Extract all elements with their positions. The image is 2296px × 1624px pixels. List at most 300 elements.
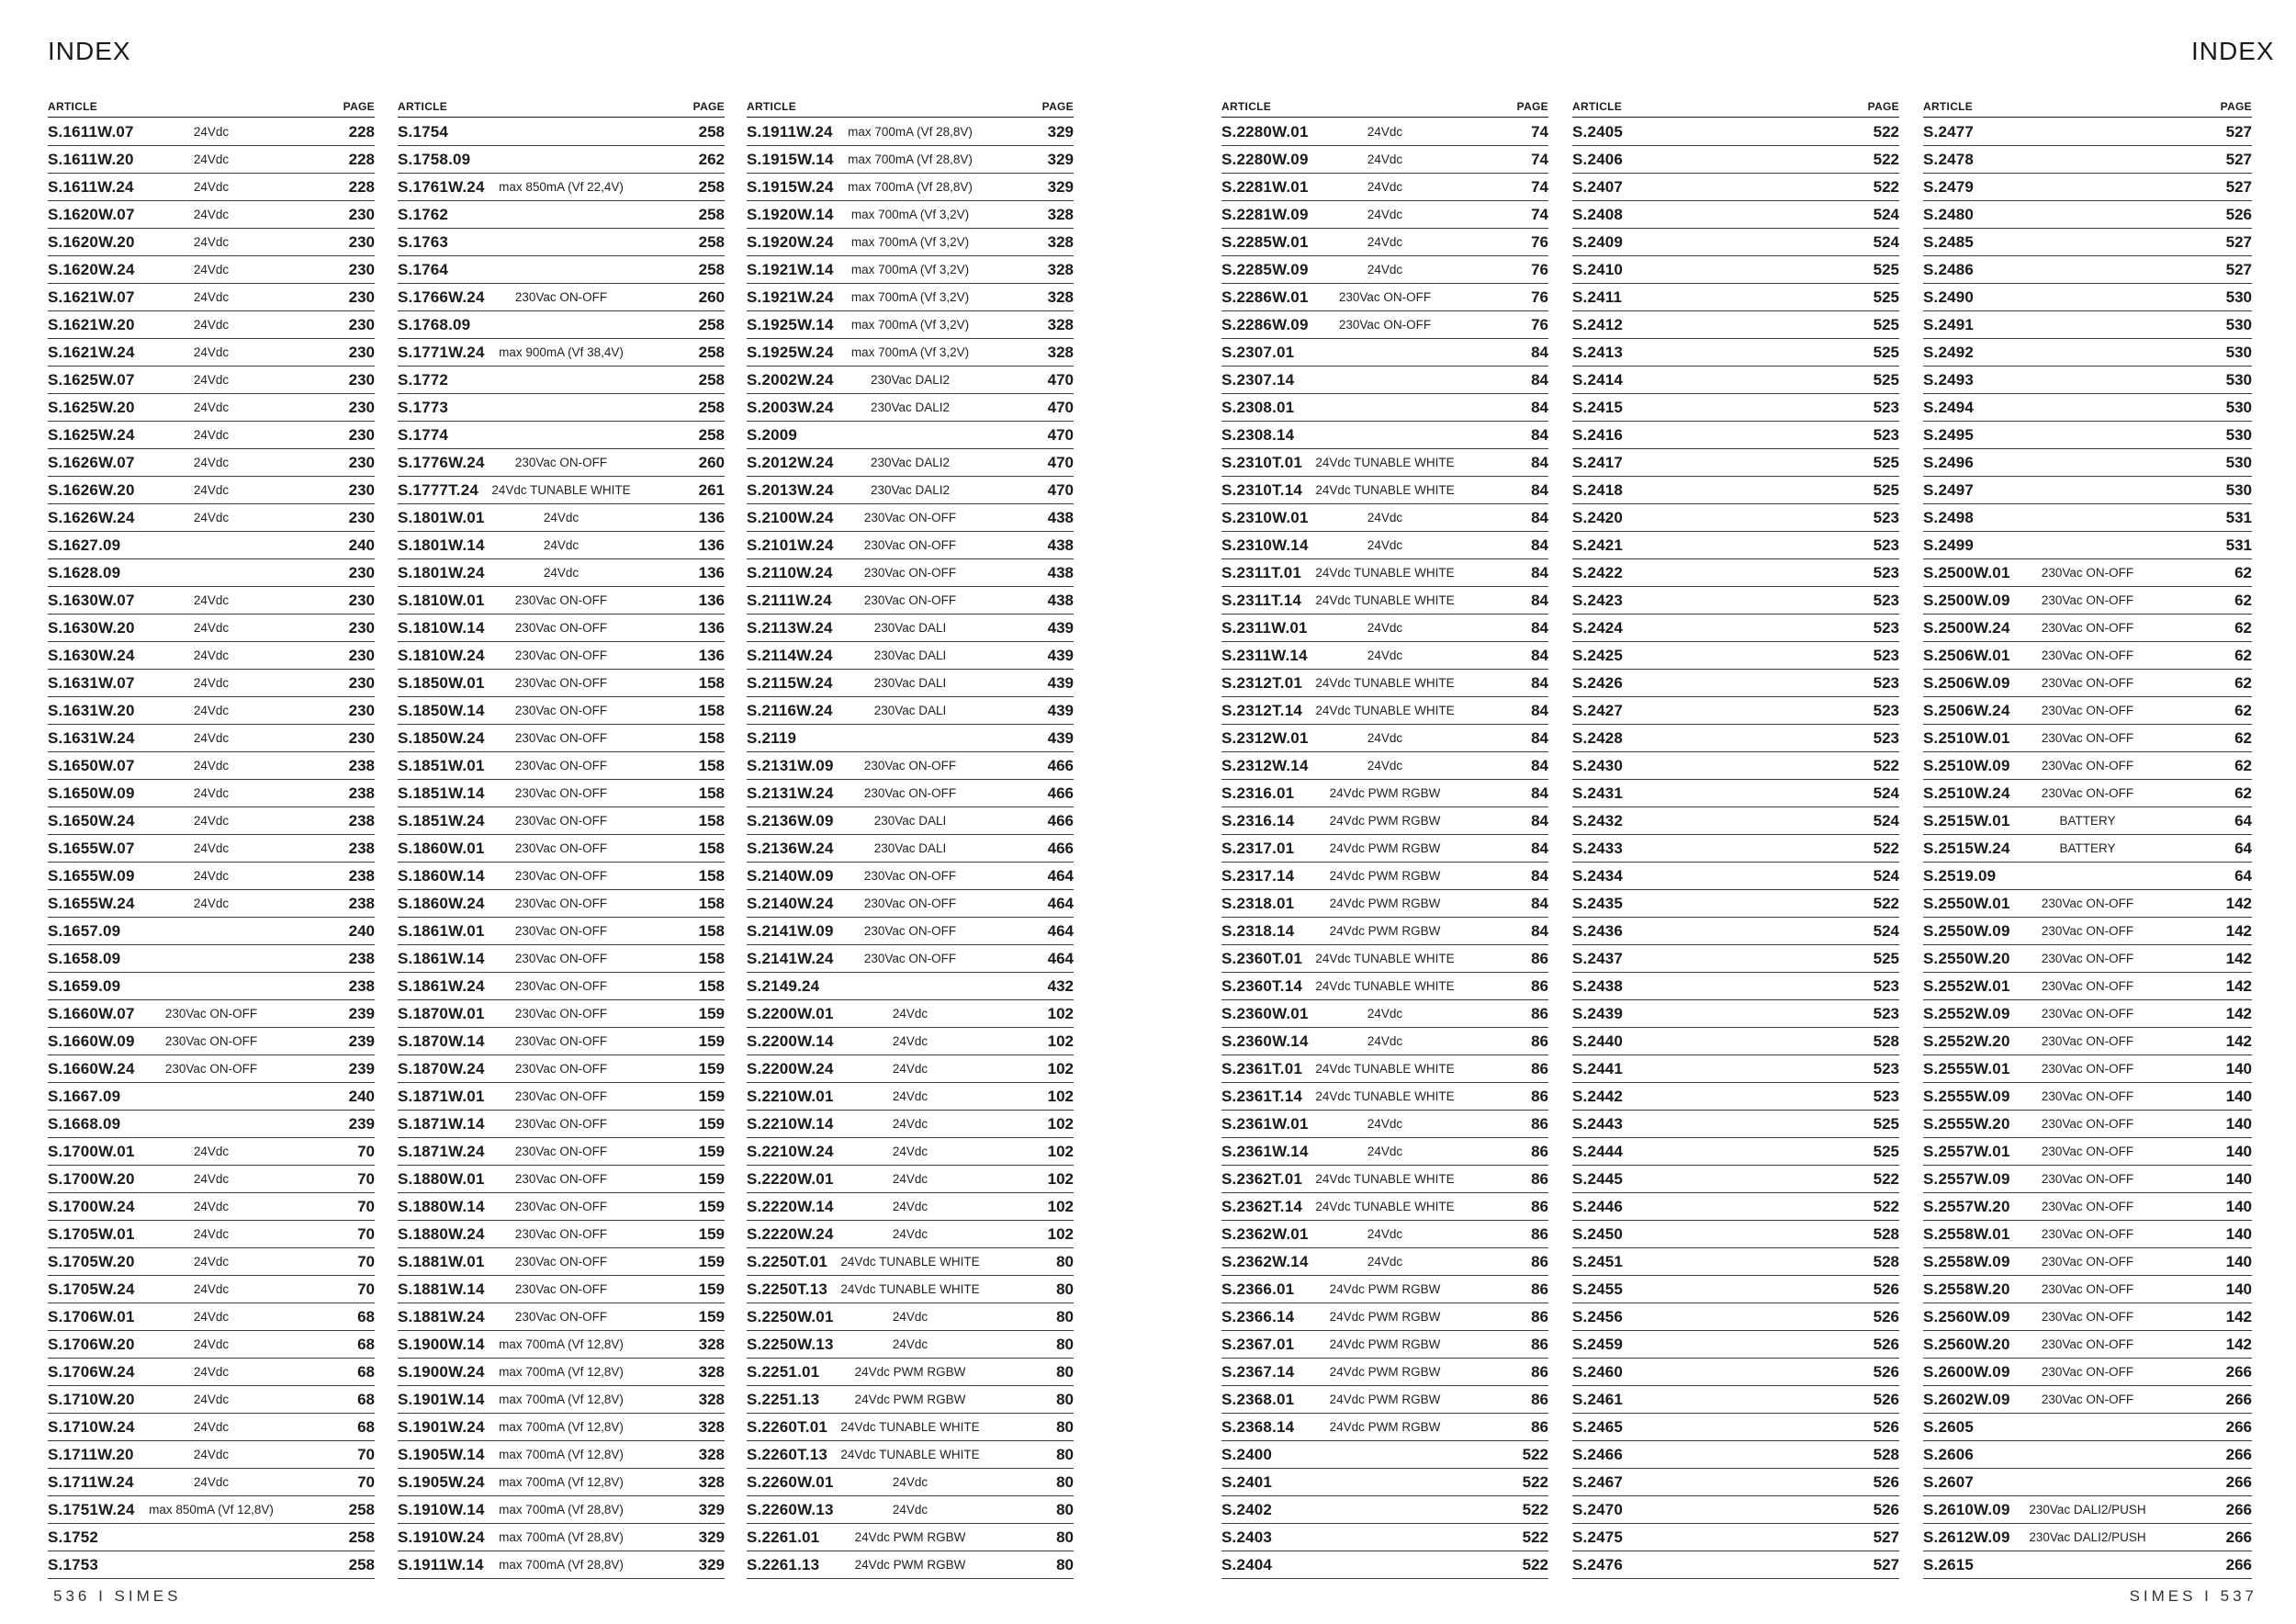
article-code: S.2280W.09 bbox=[1221, 150, 1309, 168]
index-row bbox=[1221, 642, 1548, 670]
article-spec: max 700mA (Vf 3,2V) bbox=[850, 345, 970, 359]
article-code: S.2560W.09 bbox=[1923, 1307, 2010, 1325]
page-number: 142 bbox=[2225, 894, 2252, 912]
page-number: 80 bbox=[1056, 1390, 1074, 1408]
article-code: S.2260T.01 bbox=[747, 1417, 828, 1436]
index-row bbox=[1572, 1496, 1899, 1524]
article-code: S.2500W.24 bbox=[1923, 618, 2010, 637]
article-code: S.2421 bbox=[1572, 536, 1624, 554]
page-number: 86 bbox=[1531, 1390, 1548, 1408]
page-number: 230 bbox=[348, 646, 375, 664]
article-code: S.2405 bbox=[1572, 122, 1624, 141]
page-number: 523 bbox=[1873, 646, 1899, 664]
article-code: S.2552W.20 bbox=[1923, 1032, 2010, 1050]
index-row bbox=[1572, 890, 1899, 918]
index-row bbox=[1923, 1193, 2252, 1221]
page-number: 159 bbox=[698, 1307, 725, 1325]
index-row bbox=[48, 725, 375, 752]
index-row bbox=[747, 1138, 1074, 1166]
article-spec: 230Vac ON-OFF bbox=[863, 786, 957, 800]
index-row bbox=[48, 422, 375, 449]
page-number: 328 bbox=[698, 1335, 725, 1353]
index-column-5 bbox=[1572, 92, 1899, 1579]
article-spec: 24Vdc PWM RGBW bbox=[854, 1558, 966, 1572]
article-code: S.2311W.01 bbox=[1221, 618, 1308, 637]
article-spec: 230Vac DALI2/PUSH bbox=[2029, 1503, 2146, 1517]
article-spec: 24Vdc bbox=[1367, 125, 1403, 139]
article-code: S.2200W.01 bbox=[747, 1004, 834, 1022]
index-row bbox=[1572, 394, 1899, 422]
article-spec: 24Vdc PWM RGBW bbox=[854, 1365, 966, 1379]
index-row bbox=[1572, 725, 1899, 752]
index-row bbox=[747, 697, 1074, 725]
page-number: 470 bbox=[1047, 453, 1074, 471]
index-row bbox=[1221, 394, 1548, 422]
article-code: S.2200W.14 bbox=[747, 1032, 834, 1050]
article-code: S.1905W.24 bbox=[398, 1472, 485, 1491]
article-spec: max 700mA (Vf 3,2V) bbox=[850, 235, 970, 249]
index-row bbox=[1923, 1138, 2252, 1166]
article-header: ARTICLE bbox=[398, 99, 448, 113]
article-spec: 230Vac ON-OFF bbox=[2041, 704, 2134, 717]
article-code: S.2250T.01 bbox=[747, 1252, 828, 1270]
article-spec: 230Vac DALI2/PUSH bbox=[2029, 1530, 2146, 1544]
article-code: S.2432 bbox=[1572, 811, 1624, 829]
page-number: 525 bbox=[1873, 949, 1899, 967]
index-row bbox=[1221, 1276, 1548, 1303]
index-row bbox=[398, 1359, 725, 1386]
article-code: S.1631W.07 bbox=[48, 673, 135, 692]
article-spec: 230Vac ON-OFF bbox=[2041, 1200, 2134, 1213]
article-spec: 230Vac DALI2 bbox=[870, 483, 951, 497]
page-number: 80 bbox=[1056, 1252, 1074, 1270]
article-spec: 230Vac ON-OFF bbox=[2041, 1145, 2134, 1158]
page-number: 530 bbox=[2225, 453, 2252, 471]
index-row bbox=[398, 697, 725, 725]
article-spec: 24Vdc bbox=[1367, 152, 1403, 166]
page-number: 526 bbox=[1873, 1472, 1899, 1491]
page-number: 158 bbox=[698, 976, 725, 995]
page-number: 102 bbox=[1047, 1197, 1074, 1215]
index-row bbox=[747, 973, 1074, 1000]
index-row bbox=[747, 118, 1074, 146]
index-row bbox=[747, 1359, 1074, 1386]
article-code: S.2467 bbox=[1572, 1472, 1624, 1491]
page-number: 86 bbox=[1531, 1362, 1548, 1381]
page-number: 528 bbox=[1873, 1445, 1899, 1463]
article-spec: 24Vdc bbox=[1367, 731, 1403, 745]
page-number: 523 bbox=[1873, 701, 1899, 719]
index-row bbox=[1923, 1248, 2252, 1276]
page-number: 86 bbox=[1531, 1417, 1548, 1436]
article-code: S.2416 bbox=[1572, 425, 1624, 444]
index-row bbox=[1221, 1111, 1548, 1138]
page-number: 142 bbox=[2225, 921, 2252, 940]
index-row bbox=[1221, 1303, 1548, 1331]
index-row bbox=[1923, 229, 2252, 256]
article-code: S.1850W.24 bbox=[398, 728, 485, 747]
article-code: S.2444 bbox=[1572, 1142, 1624, 1160]
page-number: 159 bbox=[698, 1032, 725, 1050]
article-spec: 24Vdc bbox=[193, 1475, 230, 1489]
article-code: S.1630W.24 bbox=[48, 646, 135, 664]
article-code: S.2367.14 bbox=[1221, 1362, 1295, 1381]
article-spec: 230Vac ON-OFF bbox=[2041, 1255, 2134, 1269]
article-code: S.1705W.24 bbox=[48, 1280, 135, 1298]
article-code: S.1668.09 bbox=[48, 1114, 121, 1133]
index-row bbox=[1923, 394, 2252, 422]
article-code: S.2430 bbox=[1572, 756, 1624, 774]
index-row bbox=[398, 752, 725, 780]
article-spec: max 850mA (Vf 22,4V) bbox=[499, 180, 624, 194]
article-code: S.2131W.24 bbox=[747, 784, 834, 802]
page-number: 238 bbox=[348, 784, 375, 802]
article-spec: 24Vdc TUNABLE WHITE bbox=[1315, 456, 1455, 469]
page-number: 527 bbox=[1873, 1528, 1899, 1546]
index-row bbox=[48, 532, 375, 559]
page-number: 523 bbox=[1873, 563, 1899, 581]
article-code: S.1915W.14 bbox=[747, 150, 834, 168]
article-spec: max 700mA (Vf 12,8V) bbox=[499, 1448, 624, 1461]
page-number: 68 bbox=[357, 1335, 375, 1353]
index-row bbox=[398, 945, 725, 973]
page-number: 522 bbox=[1873, 150, 1899, 168]
index-row bbox=[398, 835, 725, 863]
page-number: 158 bbox=[698, 784, 725, 802]
article-spec: 24Vdc bbox=[193, 1393, 230, 1406]
article-code: S.2550W.20 bbox=[1923, 949, 2010, 967]
index-row bbox=[1221, 422, 1548, 449]
article-spec: 230Vac ON-OFF bbox=[514, 621, 608, 635]
article-code: S.1925W.24 bbox=[747, 343, 834, 361]
article-spec: max 700mA (Vf 28,8V) bbox=[499, 1503, 624, 1517]
index-row bbox=[1572, 559, 1899, 587]
article-code: S.1801W.24 bbox=[398, 563, 485, 581]
index-row bbox=[398, 449, 725, 477]
index-row bbox=[48, 780, 375, 807]
index-row bbox=[1221, 174, 1548, 201]
index-row bbox=[1923, 256, 2252, 284]
index-row bbox=[398, 1276, 725, 1303]
article-code: S.1777T.24 bbox=[398, 480, 479, 499]
index-row bbox=[1923, 1000, 2252, 1028]
index-row bbox=[1221, 918, 1548, 945]
article-code: S.1657.09 bbox=[48, 921, 121, 940]
page-number: 329 bbox=[698, 1500, 725, 1518]
index-row bbox=[747, 477, 1074, 504]
index-row bbox=[1221, 1166, 1548, 1193]
article-code: S.1764 bbox=[398, 260, 449, 278]
article-code: S.2440 bbox=[1572, 1032, 1624, 1050]
index-row bbox=[48, 1276, 375, 1303]
article-code: S.1921W.14 bbox=[747, 260, 834, 278]
page-number: 525 bbox=[1873, 343, 1899, 361]
article-spec: 230Vac ON-OFF bbox=[514, 924, 608, 938]
index-rows bbox=[1572, 118, 1899, 1579]
article-spec: 230Vac ON-OFF bbox=[514, 1255, 608, 1269]
index-row bbox=[398, 1524, 725, 1551]
article-code: S.2465 bbox=[1572, 1417, 1624, 1436]
article-code: S.1861W.24 bbox=[398, 976, 485, 995]
article-spec: 230Vac ON-OFF bbox=[2041, 1227, 2134, 1241]
article-spec: 230Vac ON-OFF bbox=[514, 952, 608, 965]
article-code: S.1901W.24 bbox=[398, 1417, 485, 1436]
index-row bbox=[1923, 863, 2252, 890]
index-row bbox=[1923, 284, 2252, 311]
page-number: 230 bbox=[348, 508, 375, 526]
index-row bbox=[747, 532, 1074, 559]
article-code: S.2438 bbox=[1572, 976, 1624, 995]
article-code: S.1711W.24 bbox=[48, 1472, 134, 1491]
article-code: S.2606 bbox=[1923, 1445, 1975, 1463]
page-number: 261 bbox=[698, 480, 725, 499]
article-spec: 24Vdc bbox=[193, 676, 230, 690]
article-code: S.2119 bbox=[747, 728, 797, 747]
page-title-left: INDEX bbox=[48, 37, 131, 65]
page-number: 230 bbox=[348, 453, 375, 471]
page-number: 230 bbox=[348, 591, 375, 609]
article-spec: 230Vac DALI2 bbox=[870, 456, 951, 469]
index-row bbox=[747, 1055, 1074, 1083]
index-row bbox=[747, 559, 1074, 587]
footer-left: 536 Ι SIMES bbox=[53, 1587, 182, 1605]
article-spec: 24Vdc bbox=[1367, 538, 1403, 552]
index-row bbox=[1221, 1028, 1548, 1055]
article-code: S.2310T.14 bbox=[1221, 480, 1303, 499]
index-row bbox=[1572, 449, 1899, 477]
index-row bbox=[48, 1551, 375, 1579]
index-row bbox=[1221, 146, 1548, 174]
page-header: PAGE bbox=[692, 99, 725, 113]
index-row bbox=[1923, 118, 2252, 146]
page-number: 158 bbox=[698, 839, 725, 857]
article-code: S.2307.01 bbox=[1221, 343, 1295, 361]
index-row bbox=[747, 642, 1074, 670]
article-spec: 230Vac ON-OFF bbox=[2041, 731, 2134, 745]
page-number: 258 bbox=[698, 370, 725, 389]
footer-right: SIMES Ι 537 bbox=[2129, 1587, 2257, 1605]
article-code: S.2427 bbox=[1572, 701, 1624, 719]
article-spec: 24Vdc TUNABLE WHITE bbox=[840, 1255, 980, 1269]
article-code: S.2101W.24 bbox=[747, 536, 834, 554]
article-spec: 24Vdc PWM RGBW bbox=[1329, 814, 1441, 828]
article-spec: 24Vdc PWM RGBW bbox=[1329, 1393, 1441, 1406]
page-number: 531 bbox=[2225, 536, 2252, 554]
page-number: 328 bbox=[1047, 288, 1074, 306]
page-number: 525 bbox=[1873, 288, 1899, 306]
article-spec: 24Vdc bbox=[1367, 263, 1403, 276]
article-code: S.1631W.20 bbox=[48, 701, 135, 719]
page-number: 136 bbox=[698, 646, 725, 664]
page-number: 102 bbox=[1047, 1169, 1074, 1188]
index-row bbox=[1923, 945, 2252, 973]
index-row bbox=[1221, 973, 1548, 1000]
article-code: S.2401 bbox=[1221, 1472, 1273, 1491]
article-code: S.2499 bbox=[1923, 536, 1975, 554]
index-row bbox=[1923, 587, 2252, 615]
index-row bbox=[1572, 477, 1899, 504]
index-row bbox=[1572, 587, 1899, 615]
index-row bbox=[1572, 284, 1899, 311]
article-spec: BATTERY bbox=[2059, 841, 2116, 855]
article-code: S.1851W.14 bbox=[398, 784, 485, 802]
index-row bbox=[398, 918, 725, 945]
index-row bbox=[1221, 807, 1548, 835]
page-number: 258 bbox=[698, 177, 725, 196]
page-number: 528 bbox=[1873, 1224, 1899, 1243]
article-code: S.1768.09 bbox=[398, 315, 471, 333]
page-number: 523 bbox=[1873, 536, 1899, 554]
page-number: 522 bbox=[1522, 1555, 1548, 1573]
page-number: 526 bbox=[1873, 1307, 1899, 1325]
article-spec: 230Vac ON-OFF bbox=[2041, 621, 2134, 635]
page-number: 230 bbox=[348, 370, 375, 389]
article-code: S.2110W.24 bbox=[747, 563, 833, 581]
article-code: S.1850W.01 bbox=[398, 673, 485, 692]
article-spec: 24Vdc bbox=[193, 400, 230, 414]
index-row bbox=[747, 146, 1074, 174]
page-number: 230 bbox=[348, 260, 375, 278]
page-number: 140 bbox=[2225, 1087, 2252, 1105]
page-number: 76 bbox=[1531, 315, 1548, 333]
article-code: S.2550W.09 bbox=[1923, 921, 2010, 940]
index-row bbox=[1572, 1331, 1899, 1359]
article-code: S.2519.09 bbox=[1923, 866, 1997, 885]
index-rows bbox=[747, 118, 1074, 1579]
page-number: 522 bbox=[1873, 177, 1899, 196]
article-spec: 230Vac ON-OFF bbox=[2041, 952, 2134, 965]
index-row bbox=[398, 863, 725, 890]
article-code: S.2361T.14 bbox=[1221, 1087, 1303, 1105]
article-code: S.2318.01 bbox=[1221, 894, 1295, 912]
page-number: 86 bbox=[1531, 1280, 1548, 1298]
article-code: S.1911W.24 bbox=[747, 122, 833, 141]
index-row bbox=[1572, 1441, 1899, 1469]
page-number: 84 bbox=[1531, 343, 1548, 361]
page-number: 86 bbox=[1531, 1087, 1548, 1105]
article-spec: 24Vdc bbox=[193, 318, 230, 332]
page-number: 523 bbox=[1873, 673, 1899, 692]
index-row bbox=[747, 918, 1074, 945]
article-code: S.1655W.09 bbox=[48, 866, 135, 885]
index-row bbox=[398, 118, 725, 146]
article-spec: max 700mA (Vf 3,2V) bbox=[850, 318, 970, 332]
index-row bbox=[48, 1193, 375, 1221]
article-code: S.1706W.01 bbox=[48, 1307, 135, 1325]
page-number: 86 bbox=[1531, 1335, 1548, 1353]
index-row bbox=[1923, 1441, 2252, 1469]
page-number: 530 bbox=[2225, 315, 2252, 333]
article-code: S.1711W.20 bbox=[48, 1445, 134, 1463]
article-spec: 230Vac ON-OFF bbox=[2041, 1337, 2134, 1351]
article-code: S.2555W.09 bbox=[1923, 1087, 2010, 1105]
index-row bbox=[1221, 1248, 1548, 1276]
index-row bbox=[1923, 697, 2252, 725]
article-spec: 230Vac ON-OFF bbox=[514, 1062, 608, 1076]
page-number: 525 bbox=[1873, 260, 1899, 278]
article-spec: 24Vdc bbox=[892, 1337, 929, 1351]
article-spec: 230Vac ON-OFF bbox=[514, 731, 608, 745]
page-number: 266 bbox=[2225, 1362, 2252, 1381]
article-spec: 24Vdc bbox=[892, 1145, 929, 1158]
page-number: 526 bbox=[1873, 1390, 1899, 1408]
page-number: 70 bbox=[357, 1197, 375, 1215]
index-row bbox=[48, 1028, 375, 1055]
page-number: 525 bbox=[1873, 1114, 1899, 1133]
page-number: 439 bbox=[1047, 728, 1074, 747]
article-spec: 230Vac ON-OFF bbox=[2041, 648, 2134, 662]
index-row bbox=[747, 615, 1074, 642]
article-spec: 24Vdc bbox=[193, 1337, 230, 1351]
page-number: 86 bbox=[1531, 1307, 1548, 1325]
page-number: 68 bbox=[357, 1417, 375, 1436]
article-spec: 230Vac ON-OFF bbox=[514, 1200, 608, 1213]
page-number: 84 bbox=[1531, 480, 1548, 499]
index-row bbox=[398, 780, 725, 807]
article-code: S.2558W.09 bbox=[1923, 1252, 2010, 1270]
article-spec: 230Vac DALI bbox=[873, 704, 947, 717]
article-spec: 24Vdc bbox=[892, 1117, 929, 1131]
page-number: 142 bbox=[2225, 1004, 2252, 1022]
article-code: S.2360W.01 bbox=[1221, 1004, 1309, 1022]
article-spec: 230Vac ON-OFF bbox=[2041, 1007, 2134, 1021]
page-number: 142 bbox=[2225, 949, 2252, 967]
page-number: 466 bbox=[1047, 811, 1074, 829]
article-code: S.2435 bbox=[1572, 894, 1624, 912]
article-spec: 230Vac DALI bbox=[873, 841, 947, 855]
article-code: S.1810W.01 bbox=[398, 591, 485, 609]
index-row bbox=[398, 146, 725, 174]
article-code: S.2362W.01 bbox=[1221, 1224, 1309, 1243]
index-row bbox=[1221, 1414, 1548, 1441]
index-row bbox=[1923, 1331, 2252, 1359]
index-row bbox=[1572, 642, 1899, 670]
page-number: 266 bbox=[2225, 1445, 2252, 1463]
page-number: 84 bbox=[1531, 398, 1548, 416]
index-row bbox=[1221, 1441, 1548, 1469]
page-number: 470 bbox=[1047, 370, 1074, 389]
page-number: 523 bbox=[1873, 1004, 1899, 1022]
article-code: S.2424 bbox=[1572, 618, 1624, 637]
article-code: S.2312W.14 bbox=[1221, 756, 1309, 774]
page-number: 258 bbox=[698, 343, 725, 361]
page-number: 530 bbox=[2225, 343, 2252, 361]
article-spec: 24Vdc bbox=[193, 180, 230, 194]
article-spec: 230Vac ON-OFF bbox=[863, 924, 957, 938]
article-code: S.1911W.14 bbox=[398, 1555, 484, 1573]
article-spec: 24Vdc TUNABLE WHITE bbox=[840, 1448, 980, 1461]
page-number: 230 bbox=[348, 563, 375, 581]
page-number: 74 bbox=[1531, 177, 1548, 196]
page-number: 258 bbox=[698, 398, 725, 416]
article-code: S.2411 bbox=[1572, 288, 1623, 306]
index-row bbox=[1923, 1028, 2252, 1055]
article-code: S.2443 bbox=[1572, 1114, 1624, 1133]
index-row bbox=[747, 1193, 1074, 1221]
page-number: 525 bbox=[1873, 480, 1899, 499]
index-row bbox=[398, 1386, 725, 1414]
article-code: S.2308.01 bbox=[1221, 398, 1295, 416]
index-row bbox=[1923, 504, 2252, 532]
page-number: 260 bbox=[698, 453, 725, 471]
article-code: S.2497 bbox=[1923, 480, 1975, 499]
article-spec: 24Vdc bbox=[1367, 1227, 1403, 1241]
article-spec: 24Vdc bbox=[1367, 648, 1403, 662]
article-code: S.1621W.07 bbox=[48, 288, 135, 306]
page-number: 258 bbox=[698, 205, 725, 223]
index-row bbox=[48, 1441, 375, 1469]
article-spec: 230Vac ON-OFF bbox=[2041, 676, 2134, 690]
